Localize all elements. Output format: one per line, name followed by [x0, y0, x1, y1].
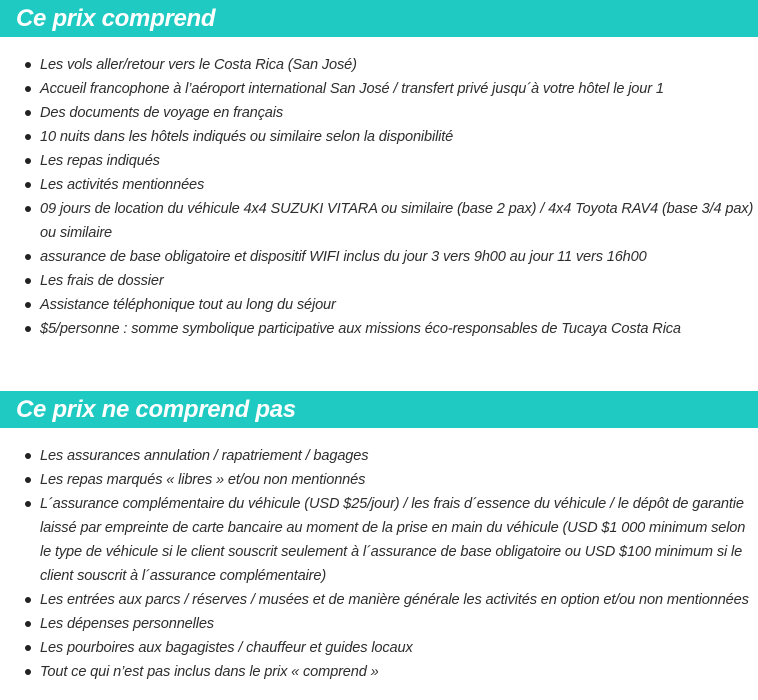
bullet-icon: [25, 182, 31, 188]
bullet-icon: [25, 326, 31, 332]
included-item-text: $5/personne : somme symbolique participative aux missions éco-responsables de Tucaya Costa Rica: [40, 321, 681, 337]
included-item-text: Accueil francophone à l’aéroport international San José / transfert privé jusqu´à votre hôtel le jour 1: [40, 81, 664, 97]
excluded-section-title: Ce prix ne comprend pas: [16, 396, 296, 423]
excluded-item: [0, 636, 758, 660]
included-item: [0, 101, 758, 125]
included-item-text: assurance de base obligatoire et dispositif WIFI inclus du jour 3 vers 9h00 au jour 11 vers 16h00: [40, 249, 647, 265]
included-item: [0, 245, 758, 269]
included-item: [0, 269, 758, 293]
excluded-item: [0, 444, 758, 468]
excluded-item-text: Les pourboires aux bagagistes / chauffeur et guides locaux: [40, 640, 413, 656]
included-item: [0, 197, 758, 245]
excluded-list: [0, 444, 758, 684]
excluded-item: [0, 612, 758, 636]
bullet-icon: [25, 86, 31, 92]
bullet-icon: [25, 477, 31, 483]
included-item-text: Les vols aller/retour vers le Costa Rica (San José): [40, 57, 357, 73]
bullet-icon: [25, 158, 31, 164]
excluded-item-text: Les entrées aux parcs / réserves / musées et de manière générale les activités en option et/ou non mentionnées: [40, 592, 749, 608]
bullet-icon: [25, 453, 31, 459]
included-item-text: Les activités mentionnées: [40, 177, 205, 193]
bullet-icon: [25, 110, 31, 116]
excluded-item-text: L´assurance complémentaire du véhicule (USD $25/jour) / les frais d´essence du véhicule / le dépôt de garantie laissé par empreinte de carte bancaire au moment de la prise en main du véhicule (USD $1 000 minimum selon le type de véhicule si le client souscrit seulement à l´assurance de base obligatoire ou USD $100 minimum si le client souscrit à l´assurance complémentaire): [40, 496, 746, 584]
bullet-icon: [25, 669, 31, 675]
excluded-item-text: Les repas marqués « libres » et/ou non mentionnés: [40, 472, 366, 488]
included-item-text: Des documents de voyage en français: [40, 105, 283, 121]
excluded-item-text: Les dépenses personnelles: [40, 616, 214, 632]
bullet-icon: [25, 62, 31, 68]
bullet-icon: [25, 501, 31, 507]
included-item: [0, 173, 758, 197]
included-item-text: Les frais de dossier: [40, 273, 164, 289]
excluded-item: [0, 468, 758, 492]
included-item-text: Assistance téléphonique tout au long du séjour: [40, 297, 336, 313]
excluded-item: [0, 492, 758, 588]
bullet-icon: [25, 134, 31, 140]
bullet-icon: [25, 302, 31, 308]
bullet-icon: [25, 278, 31, 284]
included-section-header: [0, 0, 758, 37]
included-item-text: 10 nuits dans les hôtels indiqués ou similaire selon la disponibilité: [40, 129, 454, 145]
included-item-text: Les repas indiqués: [40, 153, 160, 169]
bullet-icon: [25, 621, 31, 627]
excluded-section-header: [0, 391, 758, 428]
included-item: [0, 77, 758, 101]
bullet-icon: [25, 645, 31, 651]
bullet-icon: [25, 206, 31, 212]
included-item: [0, 293, 758, 317]
excluded-item: [0, 660, 758, 684]
excluded-item-text: Tout ce qui n’est pas inclus dans le prix « comprend »: [40, 664, 379, 680]
bullet-icon: [25, 254, 31, 260]
included-list: [0, 53, 758, 341]
included-item: [0, 53, 758, 77]
included-item: [0, 125, 758, 149]
included-item: [0, 317, 758, 341]
included-item-text: 09 jours de location du véhicule 4x4 SUZUKI VITARA ou similaire (base 2 pax) / 4x4 Toyota RAV4 (base 3/4 pax) ou similaire: [40, 201, 754, 241]
excluded-item: [0, 588, 758, 612]
bullet-icon: [25, 597, 31, 603]
excluded-item-text: Les assurances annulation / rapatriement / bagages: [40, 448, 369, 464]
included-section-title: Ce prix comprend: [16, 5, 216, 32]
included-item: [0, 149, 758, 173]
